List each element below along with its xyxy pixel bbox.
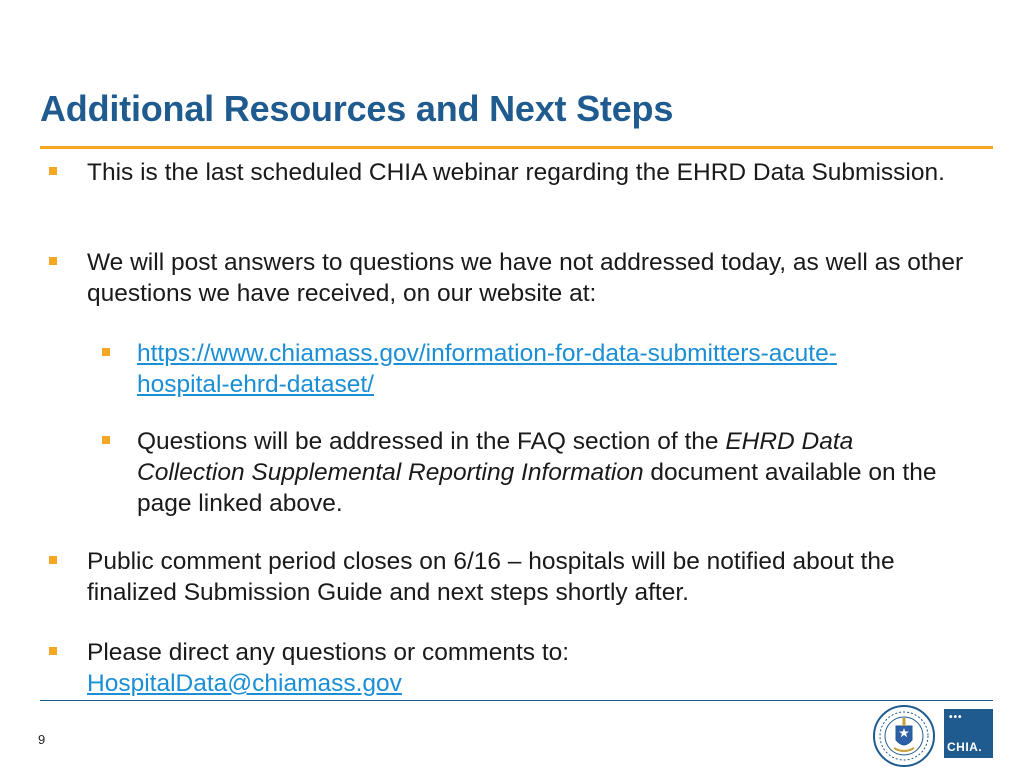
website-link[interactable]: https://www.chiamass.gov/information-for-data-submitters-acute-hospital-ehrd-dataset/ bbox=[137, 340, 837, 398]
bullet-text-before: Questions will be addressed in the FAQ section of the bbox=[137, 428, 726, 455]
page-number: 9 bbox=[38, 732, 46, 747]
bullet-text: Public comment period closes on 6/16 – hospitals will be notified about the finalized Submission Guide and next steps shortly after. bbox=[87, 548, 895, 606]
bullet-text-after: document available on the page linked above. bbox=[137, 459, 937, 517]
sub-bullet-item bbox=[137, 338, 897, 400]
footer-rule bbox=[40, 700, 993, 701]
bullet-item bbox=[87, 157, 967, 188]
chia-logo-dots: ••• bbox=[949, 712, 963, 723]
title-underline bbox=[40, 146, 993, 149]
bullet-square-icon bbox=[102, 436, 110, 444]
bullet-text: This is the last scheduled CHIA webinar regarding the EHRD Data Submission. bbox=[87, 159, 945, 186]
massachusetts-seal-icon bbox=[872, 704, 936, 768]
bullet-item bbox=[87, 546, 967, 608]
bullet-text: We will post answers to questions we have not addressed today, as well as other questions we have received, on our website at: bbox=[87, 249, 964, 307]
sub-bullet-item bbox=[137, 426, 947, 519]
bullet-square-icon bbox=[49, 257, 57, 265]
bullet-item bbox=[87, 637, 687, 699]
bullet-square-icon bbox=[49, 556, 57, 564]
chia-logo-text: CHIA. bbox=[947, 740, 983, 754]
bullet-square-icon bbox=[49, 647, 57, 655]
slide-title: Additional Resources and Next Steps bbox=[40, 88, 674, 129]
bullet-text: Please direct any questions or comments to: bbox=[87, 639, 570, 666]
email-link[interactable]: HospitalData@chiamass.gov bbox=[87, 670, 402, 697]
bullet-square-icon bbox=[102, 348, 110, 356]
bullet-square-icon bbox=[49, 167, 57, 175]
document-title: EHRD Data Collection Supplemental Reporting Information bbox=[137, 428, 854, 486]
chia-logo bbox=[944, 709, 993, 758]
bullet-item bbox=[87, 247, 967, 309]
